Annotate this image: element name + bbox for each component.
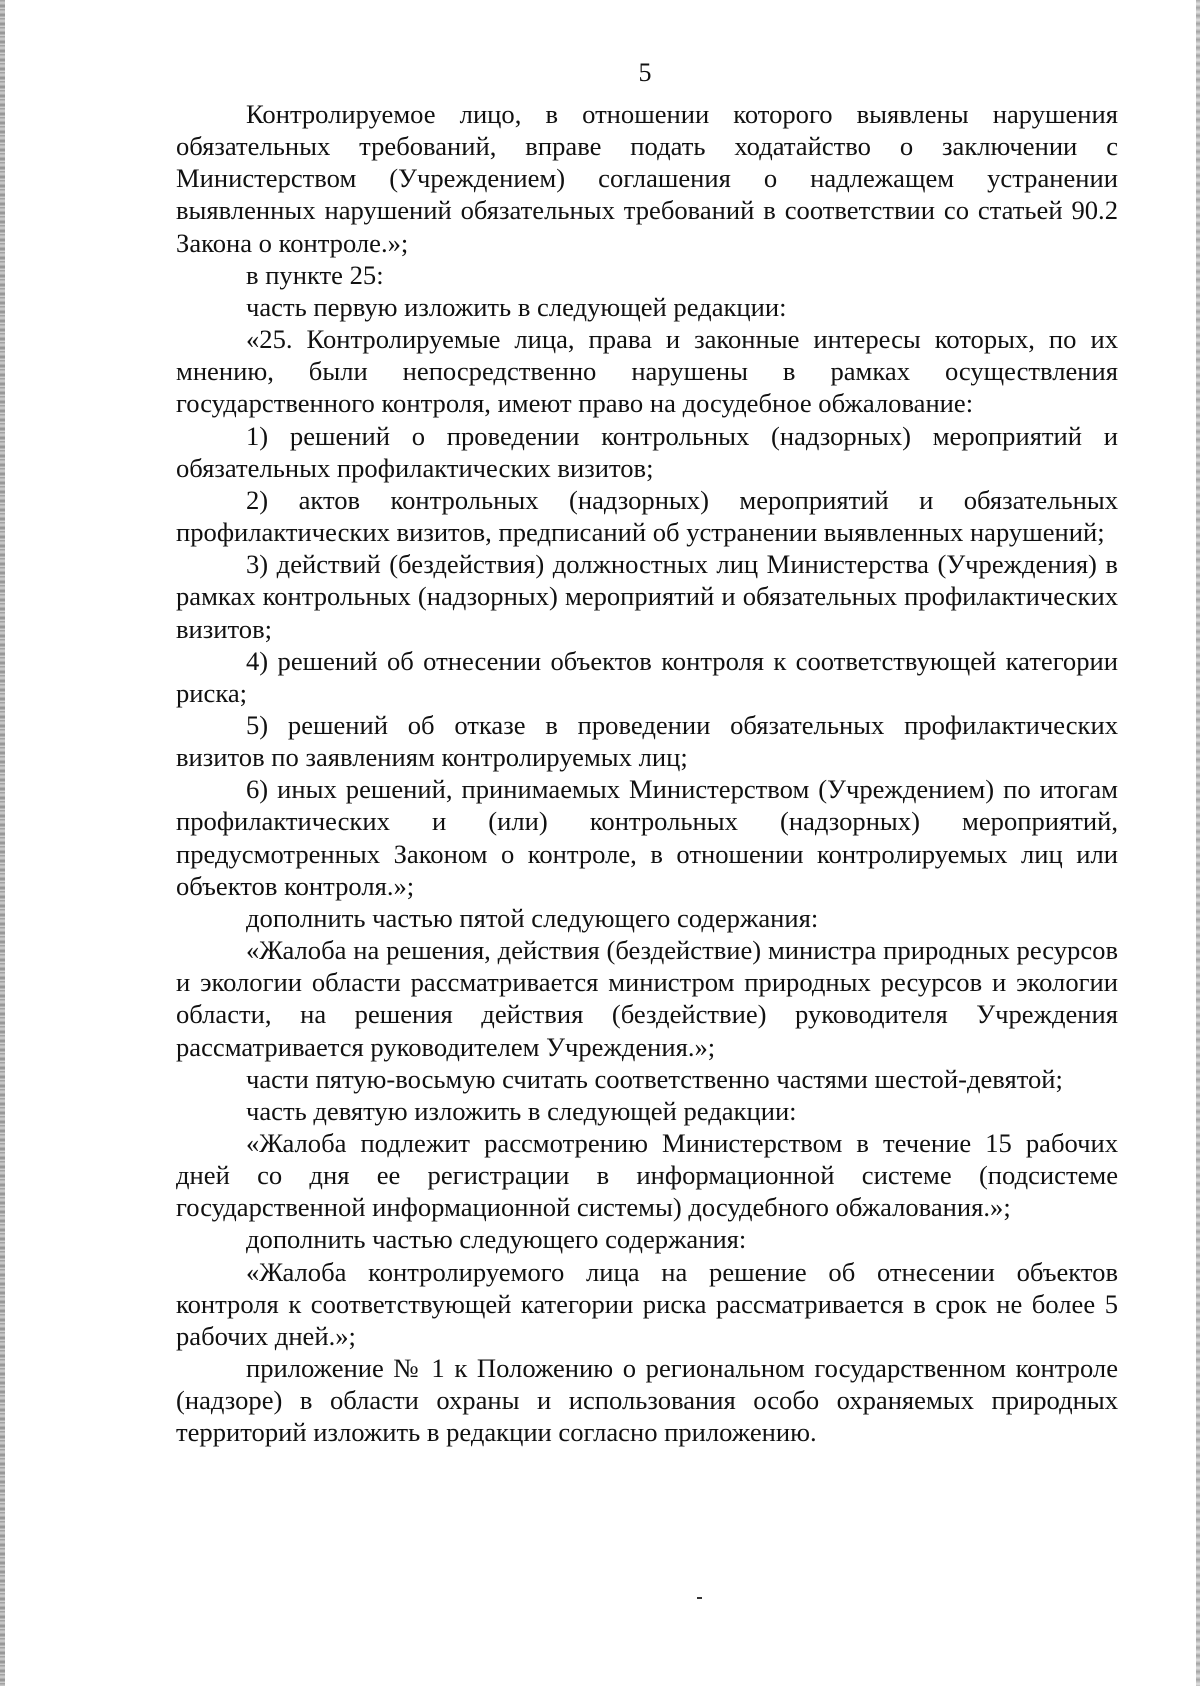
document-body — [176, 98, 1118, 1449]
list-item-2: 2) актов контрольных (надзорных) мероприятий и обязательных профилактических визитов, предписаний об устранении выявленных нарушений; — [176, 484, 1118, 548]
paragraph-item-25: «25. Контролируемые лица, права и законные интересы которых, по их мнению, были непосредственно нарушены в рамках осуществления государственного контроля, имеют право на досудебное обжалование: — [176, 324, 1118, 419]
list-item-4: 4) решений об отнесении объектов контроля к соответствующей категории риска; — [176, 645, 1118, 708]
paragraph-item-25-heading: в пункте 25: — [246, 259, 384, 290]
scan-edge-left — [0, 0, 5, 1686]
paragraph-complaint-minister: «Жалоба на решения, действия (бездействие) министра природных ресурсов и экологии области рассматривается министром природных ресурсов и экологии области, на решения действия (бездействие) руководителя Учреждения рассматривается руководителем Учреждения.»; — [176, 935, 1118, 1062]
list-item-6: 6) иных решений, принимаемых Министерством (Учреждением) по итогам профилактических и (или) контрольных (надзорных) мероприятий, предусмотренных Законом о контроле, в отношении контролируемых лиц или объектов контроля.»; — [176, 774, 1118, 901]
list-item-5: 5) решений об отказе в проведении обязательных профилактических визитов по заявлениям контролируемых лиц; — [176, 709, 1118, 773]
scan-artifact — [697, 1597, 702, 1599]
paragraph-continuation: Контролируемое лицо, в отношении которого выявлены нарушения обязательных требований, вправе подать ходатайство о заключении с Министерством (Учреждением) соглашения о надлежащем устранении выявленных нарушений обязательных требований в соответствии со статьей 90.2 Закона о контроле.»; — [176, 99, 1118, 258]
list-item-1: 1) решений о проведении контрольных (надзорных) мероприятий и обязательных профилактических визитов; — [176, 420, 1118, 483]
paragraph-appendix-1: приложение № 1 к Положению о региональном государственном контроле (надзоре) в области охраны и использования особо охраняемых природных территорий изложить в редакции согласно приложению. — [176, 1353, 1118, 1448]
scan-edge-right — [1196, 0, 1200, 1686]
paragraph-instruction-part-one: часть первую изложить в следующей редакции: — [246, 291, 787, 322]
paragraph-complaint-term: «Жалоба подлежит рассмотрению Министерством в течение 15 рабочих дней со дня ее регистрации в информационной системе (подсистеме государственной информационной системы) досудебного обжалования.»; — [176, 1128, 1118, 1223]
paragraph-renumbering: части пятую-восьмую считать соответственно частями шестой-девятой; — [246, 1063, 1063, 1094]
paragraph-instruction-add-part: дополнить частью следующего содержания: — [246, 1224, 747, 1255]
paragraph-complaint-risk-category: «Жалоба контролируемого лица на решение об отнесении объектов контроля к соответствующей категории риска рассматривается в срок не более 5 рабочих дней.»; — [176, 1256, 1118, 1351]
paragraph-instruction-part-nine: часть девятую изложить в следующей редакции: — [246, 1095, 797, 1126]
page-number: 5 — [638, 58, 652, 87]
paragraph-instruction-part-five: дополнить частью пятой следующего содержания: — [246, 902, 819, 933]
list-item-3: 3) действий (бездействия) должностных лиц Министерства (Учреждения) в рамках контрольных (надзорных) мероприятий и обязательных профилактических визитов; — [176, 549, 1118, 644]
